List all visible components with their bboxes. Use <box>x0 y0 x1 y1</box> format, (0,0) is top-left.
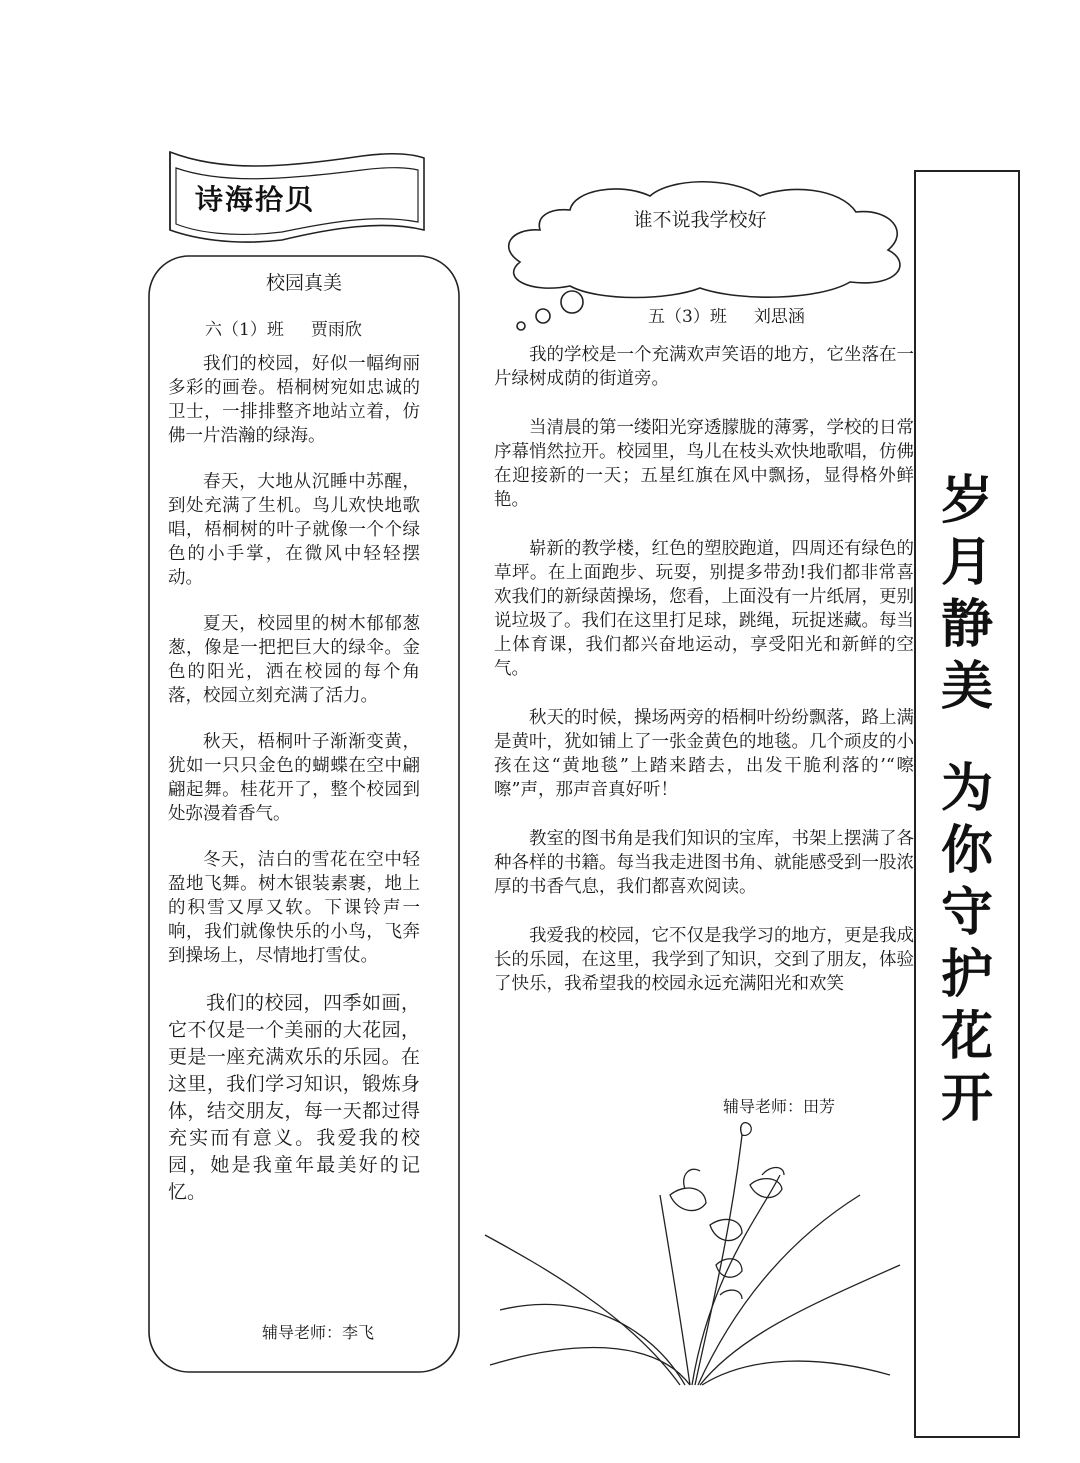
middle-teacher-credit: 辅导老师：田芳 <box>723 1097 836 1116</box>
left-teacher-credit: 辅导老师：李飞 <box>262 1323 375 1342</box>
motto-char: 为 <box>940 758 993 819</box>
left-article-body <box>168 352 420 1228</box>
motto-char: 护 <box>940 944 993 1005</box>
paragraph: 当清晨的第一缕阳光穿透朦胧的薄雾，学校的日常序幕悄然拉开。校园里，鸟儿在枝头欢快地歌唱，仿佛在迎接新的一天；五星红旗在风中飘扬，显得格外鲜艳。 <box>494 418 914 510</box>
paragraph: 秋天，梧桐叶子渐渐变黄，犹如一只只金色的蝴蝶在空中翩翩起舞。桂花开了，整个校园到处弥漫着香气。 <box>168 732 420 824</box>
banner-title: 诗海拾贝 <box>195 183 316 216</box>
paragraph: 春天，大地从沉睡中苏醒，到处充满了生机。鸟儿欢快地歌唱，梧桐树的叶子就像一个个绿色的小手掌，在微风中轻轻摆动。 <box>168 472 420 588</box>
paragraph: 崭新的教学楼，红色的塑胶跑道，四周还有绿色的草坪。在上面跑步、玩耍，别提多带劲!我们都非常喜欢我们的新绿茵操场，您看，上面没有一片纸屑，更别说垃圾了。我们在这里打足球，跳绳，玩捉迷藏。每当上体育课，我们都兴奋地运动，享受阳光和新鲜的空气。 <box>494 539 914 679</box>
motto-char: 花 <box>940 1006 993 1067</box>
paragraph: 我们的校园，好似一幅绚丽多彩的画卷。梧桐树宛如忠诚的卫士，一排排整齐地站立着，仿佛一片浩瀚的绿海。 <box>168 354 420 446</box>
cloud-title: 谁不说我学校好 <box>633 209 767 231</box>
paragraph: 夏天，校园里的树木郁郁葱葱，像是一把把巨大的绿伞。金色的阳光，洒在校园的每个角落，校园立刻充满了活力。 <box>168 614 420 706</box>
paragraph: 教室的图书角是我们知识的宝库，书架上摆满了各种各样的书籍。每当我走进图书角、就能感受到一股浓厚的书香气息，我们都喜欢阅读。 <box>494 829 914 897</box>
middle-byline: 五（3）班 刘思涵 <box>648 307 805 327</box>
motto-char: 岁 <box>940 470 993 531</box>
orchid-illustration <box>480 1115 905 1390</box>
paragraph: 冬天，洁白的雪花在空中轻盈地飞舞。树木银装素裹，地上的积雪又厚又软。下课铃声一响，我们就像快乐的小鸟，飞奔到操场上，尽情地打雪仗。 <box>168 850 420 966</box>
motto-char: 月 <box>940 532 993 593</box>
motto-char: 你 <box>940 820 993 881</box>
left-byline: 六（1）班 贾雨欣 <box>205 320 362 340</box>
poem-title: 校园真美 <box>265 272 342 294</box>
motto-char: 开 <box>940 1068 993 1129</box>
paragraph: 我们的校园，四季如画，它不仅是一个美丽的大花园，更是一座充满欢乐的乐园。在这里，我们学习知识，锻炼身体，结交朋友，每一天都过得充实而有意义。我爱我的校园，她是我童年最美好的记忆。 <box>168 992 420 1203</box>
paragraph: 我爱我的校园，它不仅是我学习的地方，更是我成长的乐园，在这里，我学到了知识，交到了朋友，体验了快乐，我希望我的校园永远充满阳光和欢笑 <box>494 926 914 994</box>
motto-char: 美 <box>940 656 993 717</box>
paragraph: 秋天的时候，操场两旁的梧桐叶纷纷飘落，路上满是黄叶，犹如铺上了一张金黄色的地毯。几个顽皮的小孩在这“黄地毯”上踏来踏去，出发干脆利落的’“嚓嚓”声，那声音真好听！ <box>494 708 914 800</box>
motto-char: 静 <box>940 594 993 655</box>
motto-gap <box>914 718 1020 758</box>
middle-article-body <box>494 343 914 1021</box>
motto-char: 守 <box>940 882 993 943</box>
vertical-motto <box>914 470 1020 1130</box>
paragraph: 我的学校是一个充满欢声笑语的地方，它坐落在一片绿树成荫的街道旁。 <box>494 345 914 389</box>
